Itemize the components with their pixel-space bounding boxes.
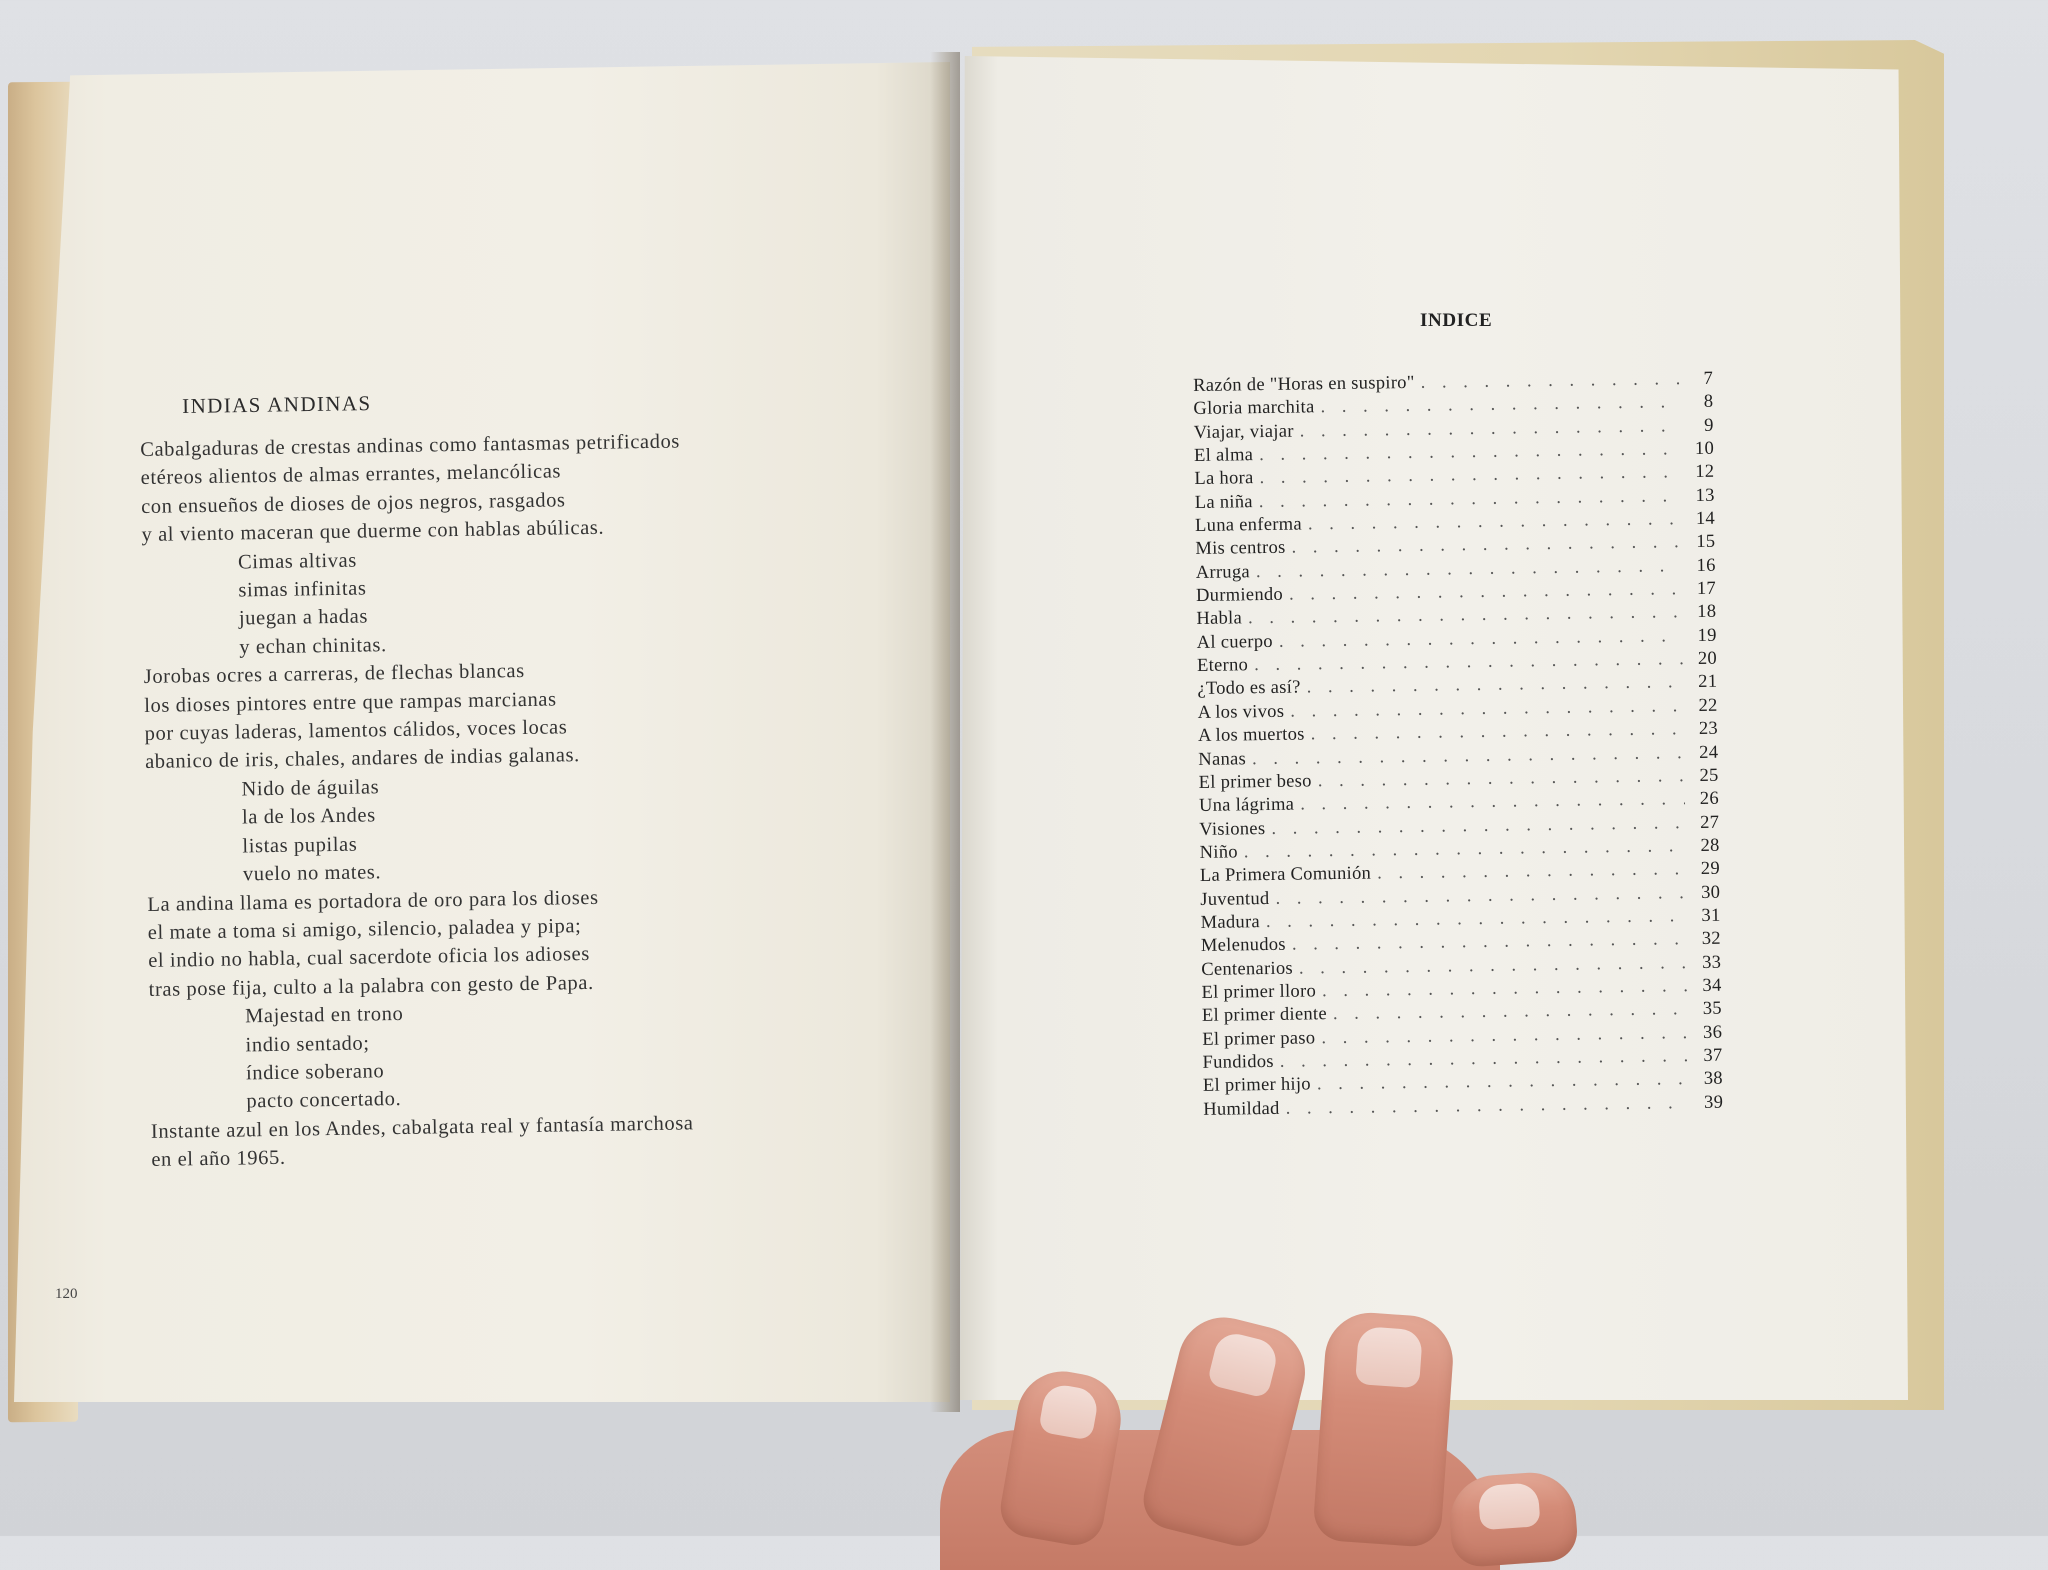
toc-leader-dots — [1327, 999, 1688, 1025]
toc-entry-page: 33 — [1701, 952, 1722, 973]
toc-entry-page: 32 — [1701, 928, 1722, 950]
toc-entry-title: Niño — [1199, 842, 1238, 863]
toc-entry-page: 22 — [1698, 695, 1718, 716]
toc-entry-title: A los vivos — [1197, 701, 1285, 723]
toc-leader-dots — [1305, 719, 1685, 745]
toc-entry-title: Juventud — [1200, 888, 1270, 910]
toc-entry-title: Mis centros — [1195, 538, 1286, 560]
toc-entry-title: Nanas — [1198, 748, 1247, 770]
poem-line: Jorobas ocres a carreras, de flechas blancas — [143, 660, 525, 689]
poem-line: el indio no habla, cual sacerdote oficia los adioses — [148, 943, 591, 973]
toc-entry-page: 27 — [1700, 812, 1720, 833]
toc-entry-title: Habla — [1196, 608, 1243, 630]
toc-entry-title: El primer lloro — [1201, 981, 1317, 1003]
index-title: INDICE — [1420, 310, 1493, 331]
table-of-contents — [1193, 369, 1723, 1123]
poem-line: vuelo no mates. — [242, 861, 382, 886]
toc-entry-page: 35 — [1702, 998, 1723, 1020]
toc-entry-page: 18 — [1697, 602, 1717, 623]
toc-entry-page: 9 — [1704, 415, 1714, 436]
toc-entry-title: Melenudos — [1200, 935, 1287, 957]
toc-entry-title: A los muertos — [1197, 724, 1305, 747]
toc-entry-page: 12 — [1695, 462, 1715, 483]
poem-line: los dioses pintores entre que rampas marcianas — [144, 688, 557, 717]
toc-entry-page: 8 — [1703, 392, 1714, 413]
toc-leader-dots — [1265, 813, 1685, 840]
finger-4 — [1447, 1470, 1579, 1569]
poem-line: indio sentado; — [245, 1032, 370, 1056]
toc-entry-title: El primer diente — [1201, 1004, 1328, 1027]
poem-line: por cuyas laderas, lamentos cálidos, voces locas — [144, 716, 568, 746]
toc-leader-dots — [1301, 673, 1684, 699]
toc-entry-page: 37 — [1703, 1045, 1723, 1066]
poem-line: abanico de iris, chales, andares de indias galanas. — [144, 744, 580, 774]
poem-line: Nido de águilas — [241, 776, 380, 801]
toc-entry-title: Razón de "Horas en suspiro" — [1193, 372, 1415, 396]
toc-leader-dots — [1311, 1069, 1689, 1095]
toc-leader-dots — [1274, 1046, 1689, 1073]
poem-line: Instante azul en los Andes, cabalgata real y fantasía marchosa — [150, 1112, 694, 1143]
toc-entry-title: La Primera Comunión — [1199, 863, 1372, 887]
toc-entry-page: 28 — [1700, 835, 1720, 856]
toc-entry-title: El primer beso — [1198, 771, 1312, 793]
poem-line: tras pose fija, culto a la palabra con gesto de Papa. — [148, 971, 594, 1001]
poem-line: simas infinitas — [238, 577, 367, 602]
toc-entry-page: 16 — [1696, 555, 1716, 576]
toc-leader-dots — [1314, 393, 1679, 419]
toc-entry-title: La niña — [1194, 491, 1253, 513]
toc-entry-title: ¿Todo es así? — [1197, 677, 1301, 700]
toc-entry-page: 31 — [1701, 905, 1721, 926]
toc-entry-page: 19 — [1697, 625, 1717, 646]
toc-leader-dots — [1316, 976, 1688, 1002]
toc-entry-title: Centenarios — [1201, 958, 1294, 980]
poem-line: y echan chinitas. — [239, 633, 387, 659]
toc-entry-title: Fundidos — [1202, 1051, 1275, 1073]
poem-line: La andina llama es portadora de oro para los dioses — [147, 886, 599, 916]
toc-entry-title: El alma — [1193, 445, 1254, 467]
toc-entry-page: 20 — [1697, 648, 1718, 670]
toc-leader-dots — [1293, 953, 1688, 980]
poem-line: Cabalgaduras de crestas andinas como fantasmas petrificados — [140, 430, 681, 461]
poem-line: listas pupilas — [242, 833, 358, 858]
poem-line: pacto concertado. — [246, 1088, 402, 1113]
toc-entry-page: 10 — [1694, 438, 1715, 460]
toc-entry-page: 34 — [1702, 975, 1722, 996]
toc-leader-dots — [1415, 369, 1680, 394]
toc-leader-dots — [1280, 1093, 1690, 1120]
toc-entry-title: Gloria marchita — [1193, 397, 1315, 420]
toc-entry-page: 24 — [1699, 742, 1719, 763]
poem-line: en el año 1965. — [151, 1146, 286, 1172]
fingernail — [1038, 1382, 1100, 1441]
toc-entry-title: Arruga — [1195, 561, 1251, 583]
toc-leader-dots — [1273, 626, 1683, 653]
fingernail — [1355, 1326, 1423, 1388]
toc-entry-page: 36 — [1702, 1022, 1723, 1043]
toc-entry-page: 15 — [1696, 532, 1716, 553]
poem-line: índice soberano — [245, 1060, 385, 1085]
toc-entry-title: Durmiendo — [1195, 584, 1284, 607]
toc-entry-page: 7 — [1703, 368, 1714, 389]
poem-line: etéreos alientos de almas errantes, melancólicas — [140, 460, 562, 490]
toc-entry-title: Humildad — [1203, 1098, 1280, 1120]
toc-entry-page: 39 — [1703, 1092, 1724, 1113]
toc-entry-page: 29 — [1700, 858, 1721, 880]
poem-line: Cimas altivas — [237, 549, 357, 574]
toc-leader-dots — [1312, 766, 1685, 792]
toc-entry-title: La hora — [1194, 468, 1254, 490]
toc-leader-dots — [1315, 1023, 1688, 1049]
fingernail — [1478, 1482, 1541, 1530]
poem-line: juegan a hadas — [238, 605, 369, 630]
fingernail — [1207, 1330, 1281, 1399]
toc-entry-page: 21 — [1698, 672, 1718, 693]
toc-entry-title: Eterno — [1196, 655, 1249, 677]
poem-line: el mate a toma si amigo, silencio, paladea y pipa; — [147, 915, 582, 944]
toc-entry-page: 17 — [1696, 578, 1717, 600]
poem-line: y al viento maceran que duerme con hablas abúlicas. — [141, 516, 605, 547]
toc-entry-page: 38 — [1703, 1068, 1724, 1090]
toc-entry-title: Al cuerpo — [1196, 631, 1274, 653]
toc-leader-dots — [1371, 859, 1686, 884]
toc-leader-dots — [1283, 579, 1682, 606]
toc-leader-dots — [1285, 533, 1681, 560]
toc-entry-title: Una lágrima — [1198, 794, 1295, 817]
left-page-number: 120 — [55, 1286, 78, 1302]
toc-entry-title: Luna enferma — [1194, 514, 1303, 537]
toc-leader-dots — [1302, 509, 1681, 535]
toc-entry-page: 13 — [1695, 485, 1715, 506]
toc-entry-title: Madura — [1200, 912, 1261, 933]
toc-entry-title: Viajar, viajar — [1193, 421, 1294, 443]
poem-line: la de los Andes — [241, 804, 376, 829]
toc-leader-dots — [1286, 929, 1687, 956]
finger-3 — [1312, 1310, 1456, 1548]
toc-entry-title: Visiones — [1199, 818, 1266, 840]
book-gutter — [930, 52, 960, 1412]
toc-leader-dots — [1284, 696, 1684, 723]
poem-title: INDIAS ANDINAS — [182, 391, 372, 418]
toc-entry-page: 26 — [1699, 788, 1720, 810]
toc-entry-title: El primer paso — [1202, 1027, 1316, 1050]
toc-entry-title: El primer hijo — [1202, 1074, 1312, 1097]
poem-body — [140, 424, 912, 1174]
toc-entry-page: 30 — [1701, 882, 1721, 903]
toc-entry-page: 14 — [1695, 508, 1716, 530]
poem-line: con ensueños de dioses de ojos negros, rasgados — [140, 489, 566, 518]
toc-entry-page: 23 — [1698, 718, 1719, 740]
toc-leader-dots — [1294, 789, 1685, 815]
toc-entry-page: 25 — [1699, 765, 1719, 786]
toc-leader-dots — [1294, 416, 1680, 442]
toc-leader-dots — [1269, 883, 1686, 910]
poem-line: Majestad en trono — [244, 1003, 404, 1028]
